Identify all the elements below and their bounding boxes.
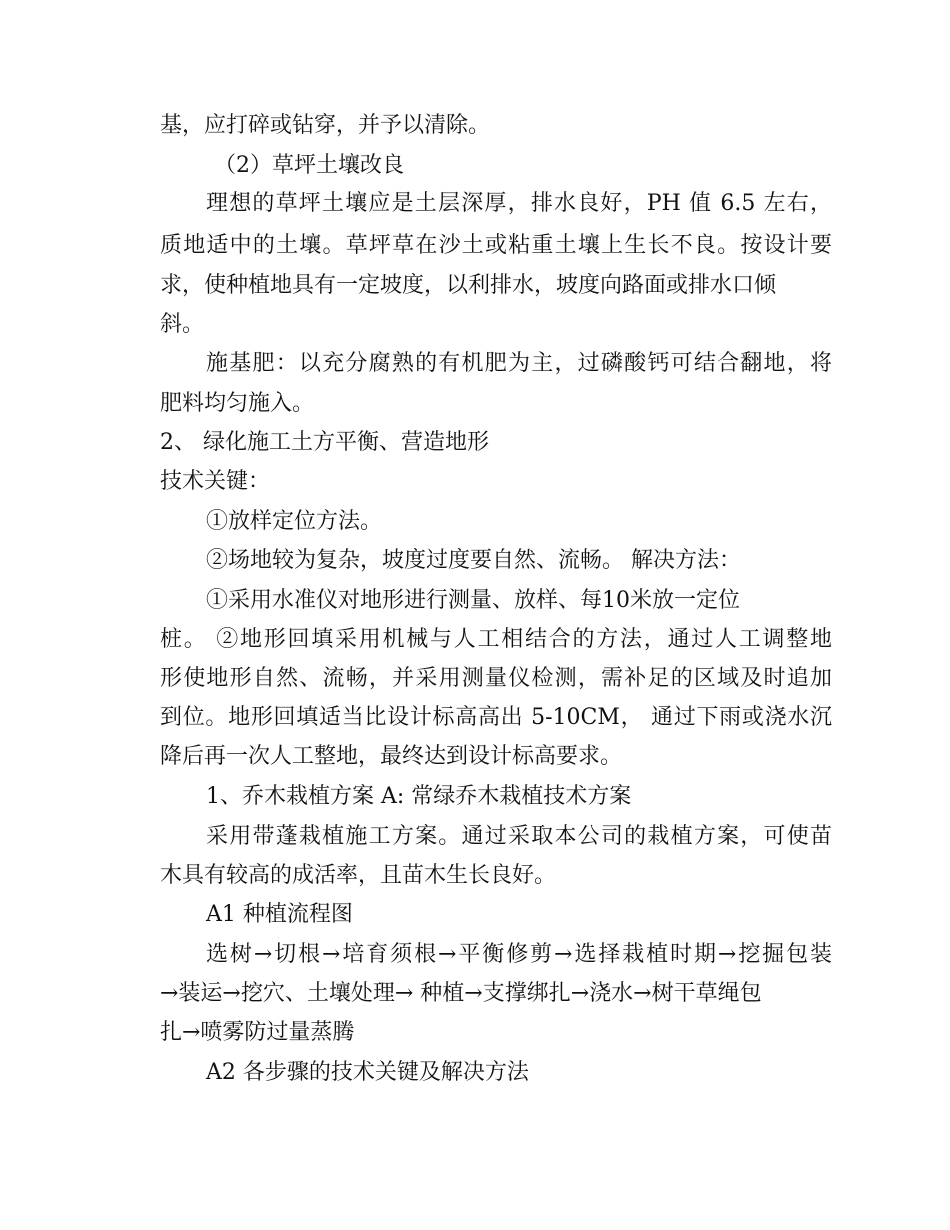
- section-heading-lawn-soil: （2）草坪土壤改良: [214, 153, 404, 178]
- label-technical-key: 技术关键：: [160, 469, 271, 494]
- text-line-24: 扎→喷雾防过量蒸腾: [160, 1020, 355, 1045]
- text-line-5: 求，使种植地具有一定坡度，以利排水，坡度向路面或排水口倾: [160, 273, 777, 298]
- text-line-7: 施基肥：以充分腐熟的有机肥为主，过磷酸钙可结合翻地，将: [206, 351, 832, 376]
- text-line-15: 形使地形自然、流畅，并采用测量仪检测，需补足的区域及时追加: [160, 666, 832, 691]
- text-line-17: 降后再一次人工整地，最终达到设计标高要求。: [160, 744, 623, 769]
- text-line-12: ②场地较为复杂，坡度过度要自然、流畅。 解决方法：: [206, 548, 741, 573]
- text-line-16: 到位。地形回填适当比设计标高高出 5-10CM， 通过下雨或浇水沉: [160, 705, 832, 730]
- text-line-11: ①放样定位方法。: [206, 509, 383, 534]
- text-line-22: 选树→切根→培育须根→平衡修剪→选择栽植时期→挖掘包装: [206, 942, 832, 967]
- text-line-20: 木具有较高的成活率，且苗木生长良好。: [160, 863, 557, 888]
- text-line-19: 采用带蓬栽植施工方案。通过采取本公司的栽植方案，可使苗: [206, 824, 832, 849]
- section-heading-tree-planting: 1、乔木栽植方案 A: 常绿乔木栽植技术方案: [206, 784, 632, 809]
- text-line-6: 斜。: [160, 312, 205, 337]
- text-line-4: 质地适中的土壤。草坪草在沙土或粘重土壤上生长不良。按设计要: [160, 233, 832, 258]
- subheading-a2: A2 各步骤的技术关键及解决方法: [206, 1060, 529, 1085]
- text-line-13: ①采用水准仪对地形进行测量、放样、每10米放一定位: [206, 588, 740, 613]
- text-line-3: 理想的草坪土壤应是土层深厚，排水良好，PH 值 6.5 左右，: [206, 191, 832, 216]
- text-line-14: 桩。 ②地形回填采用机械与人工相结合的方法，通过人工调整地: [160, 627, 832, 652]
- text-line-23: →装运→挖穴、土壤处理→ 种植→支撑绑扎→浇水→树干草绳包: [160, 981, 762, 1006]
- section-heading-earthwork: 2、 绿化施工土方平衡、营造地形: [160, 430, 489, 455]
- subheading-a1: A1 种植流程图: [206, 902, 353, 927]
- text-line-8: 肥料均匀施入。: [160, 391, 315, 416]
- text-line-1: 基，应打碎或钻穿，并予以清除。: [160, 113, 491, 138]
